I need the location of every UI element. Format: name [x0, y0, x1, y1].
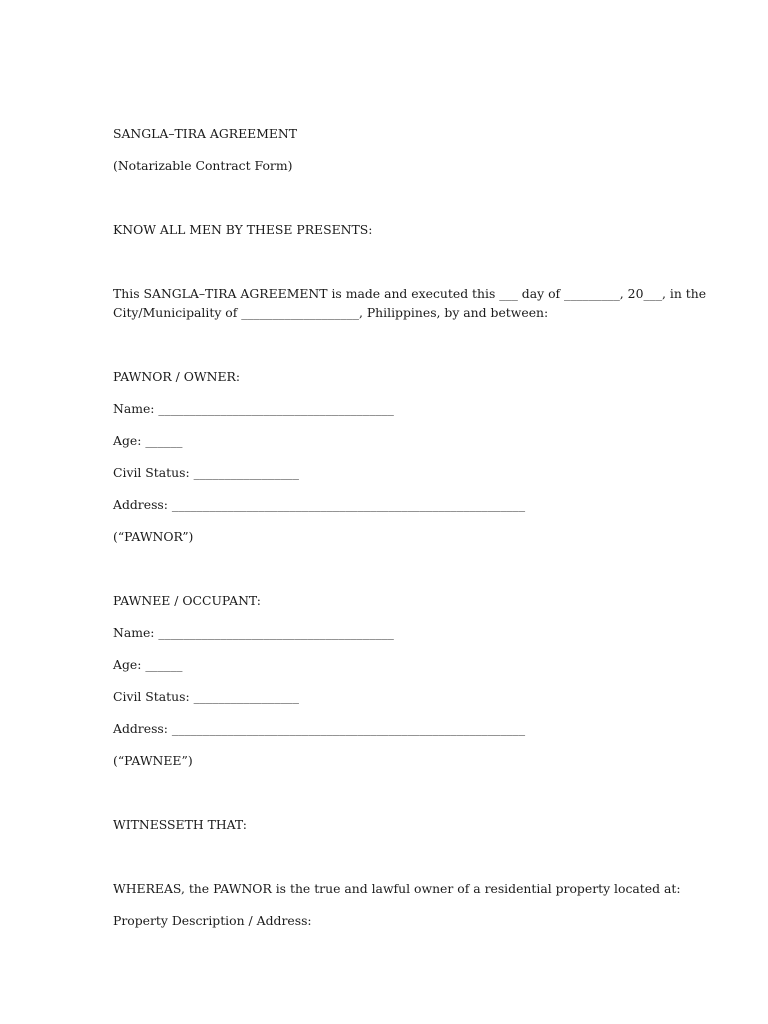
pawnor-civil-status-field: Civil Status: _________________ — [113, 465, 299, 480]
pawnee-name-field: Name: ______________________________________ — [113, 625, 394, 640]
intro-paragraph-line-2: City/Municipality of ___________________, Philippines, by and between: — [113, 305, 549, 320]
intro-paragraph-line-1: This SANGLA–TIRA AGREEMENT is made and executed this ___ day of _________, 20___, in the — [113, 286, 707, 301]
pawnee-heading: PAWNEE / OCCUPANT: — [113, 593, 261, 608]
pawnor-heading: PAWNOR / OWNER: — [113, 369, 241, 384]
opening-statement: KNOW ALL MEN BY THESE PRESENTS: — [113, 222, 373, 237]
document-title: SANGLA–TIRA AGREEMENT — [113, 126, 298, 141]
pawnor-name-field: Name: ______________________________________ — [113, 401, 394, 416]
pawnee-age-field: Age: ______ — [113, 657, 183, 672]
pawnee-designation: (“PAWNEE”) — [113, 753, 193, 768]
whereas-clause: WHEREAS, the PAWNOR is the true and lawful owner of a residential property located at: — [113, 881, 681, 896]
pawnor-address-field: Address: _________________________________________________________ — [113, 497, 526, 512]
pawnee-address-field: Address: _________________________________________________________ — [113, 721, 526, 736]
property-description-label: Property Description / Address: — [113, 913, 312, 928]
pawnor-designation: (“PAWNOR”) — [113, 529, 194, 544]
pawnor-age-field: Age: ______ — [113, 433, 183, 448]
witnesseth-heading: WITNESSETH THAT: — [113, 817, 247, 832]
document-subtitle: (Notarizable Contract Form) — [113, 158, 293, 173]
pawnee-civil-status-field: Civil Status: _________________ — [113, 689, 299, 704]
